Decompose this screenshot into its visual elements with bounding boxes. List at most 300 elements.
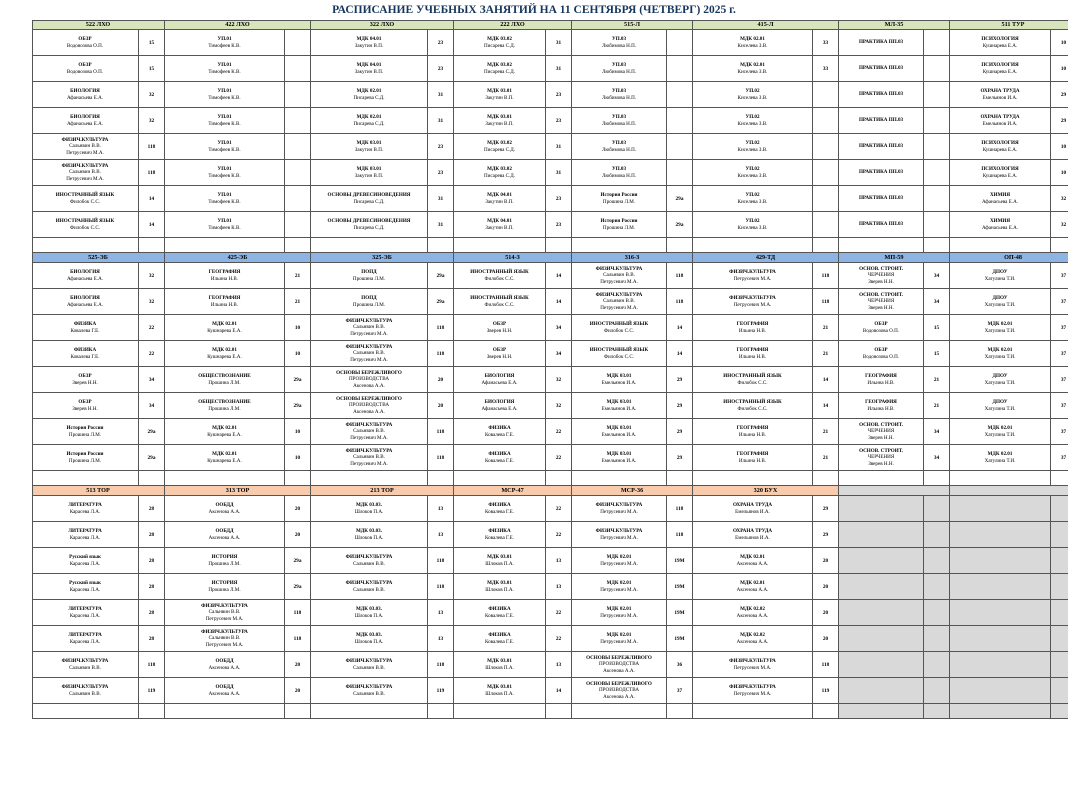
subject-name: ПРАКТИКА ПП.03: [858, 117, 904, 124]
teacher-name: Петрусевич М.А.: [350, 460, 388, 467]
lesson-cell: [165, 522, 285, 548]
lesson-cell: [311, 678, 428, 704]
teacher-name: Ковалева Г.Е.: [484, 457, 515, 464]
room-number: 14: [546, 289, 572, 315]
room-number: [285, 108, 311, 134]
lesson-cell: [32, 419, 139, 445]
lesson-cell: [32, 263, 139, 289]
blank-cell: [950, 471, 1051, 486]
room-number: 34: [546, 315, 572, 341]
lesson-cell: [950, 419, 1051, 445]
room-number: 29а: [428, 263, 454, 289]
teacher-name: Писарева С.Д.: [353, 94, 385, 101]
teacher-name: Ковалева Г.Е.: [484, 638, 515, 645]
room-number: 29а: [139, 445, 165, 471]
subject-name: УП.01: [217, 36, 232, 43]
subject-name: Русский язык: [69, 580, 101, 587]
blank-room-cell: [285, 238, 311, 253]
empty-cell: [839, 652, 924, 678]
blank-room-cell: [1051, 471, 1068, 486]
subject-name: ГЕОГРАФИЯ: [736, 321, 769, 328]
subject-name: ОСНОВЫ БЕРЕЖЛИВОГО: [586, 654, 652, 661]
teacher-name: Прошина Л.М.: [68, 431, 102, 438]
room-number: 21: [285, 289, 311, 315]
group-header: 320 БУХ: [693, 486, 839, 496]
lesson-cell: [165, 445, 285, 471]
subject-name: ФИЗИЧ.КУЛЬТУРА: [345, 658, 393, 665]
room-number: 14: [139, 186, 165, 212]
blank-room-cell: [667, 238, 693, 253]
subject-name: УП.03: [611, 62, 627, 69]
room-number: 21: [813, 419, 839, 445]
teacher-name: Кушнарева Е.А.: [207, 431, 242, 438]
empty-cell: [950, 678, 1051, 704]
lesson-cell: [165, 186, 285, 212]
subject-name: УП.03: [611, 88, 627, 95]
subject-name: ФИЗИЧ.КУЛЬТУРА: [61, 136, 109, 143]
teacher-name: Прошина Л.М.: [602, 224, 636, 231]
subject-name: МДК 03.01: [606, 451, 632, 458]
teacher-name: Кушнарева Е.А.: [982, 172, 1018, 179]
blank-room-cell: [813, 238, 839, 253]
blank-room-cell: [1051, 704, 1068, 719]
lesson-cell: [311, 393, 428, 419]
subject-name: МДК 03.01: [487, 114, 512, 121]
lesson-cell: [839, 56, 924, 82]
subject-name: ФИЗИЧ.КУЛЬТУРА: [595, 291, 643, 298]
blank-cell: [32, 238, 139, 253]
group-header: 213 ТОР: [311, 486, 454, 496]
subject-name: История России: [66, 425, 104, 432]
blank-room-cell: [428, 471, 454, 486]
teacher-name: Петрусевич М.А.: [733, 690, 772, 697]
teacher-name: Карасева Л.А.: [69, 638, 101, 645]
teacher-name: Аксенова А.А.: [603, 667, 635, 674]
room-number: 31: [428, 82, 454, 108]
group-header: 415-Л: [693, 20, 839, 30]
room-number: 34: [924, 263, 950, 289]
lesson-cell: [454, 678, 546, 704]
room-number: 118: [667, 289, 693, 315]
room-number: 32: [139, 263, 165, 289]
lesson-cell: [32, 445, 139, 471]
teacher-name: Ильина Н.В.: [210, 275, 239, 282]
subject-name: ФИЗИКА: [488, 606, 511, 613]
lesson-cell: [311, 212, 428, 238]
room-number: [667, 160, 693, 186]
room-number: 29а: [667, 186, 693, 212]
room-number: 23: [428, 160, 454, 186]
teacher-name: Петрусевич М.А.: [205, 641, 244, 648]
subject-name: ФИЗИЧ.КУЛЬТУРА: [61, 658, 109, 665]
teacher-name: Аксенова А.А.: [736, 638, 769, 645]
teacher-name: Хатулина Т.И.: [984, 379, 1016, 386]
room-number: 37: [1051, 445, 1068, 471]
subject-name: ПСИХОЛОГИЯ: [981, 62, 1019, 69]
subject-name: ИНОСТРАННЫЙ ЯЗЫК: [55, 192, 115, 199]
page-title: РАСПИСАНИЕ УЧЕБНЫХ ЗАНЯТИЙ НА 11 СЕНТЯБРЯ (ЧЕТВЕРГ) 2025 г.: [332, 4, 736, 16]
blank-cell: [454, 704, 546, 719]
lesson-cell: [311, 574, 428, 600]
lesson-cell: [693, 82, 813, 108]
lesson-cell: [311, 289, 428, 315]
subject-name: ИСТОРИЯ: [211, 554, 238, 561]
subject-name: МДК 04.01: [487, 192, 512, 199]
lesson-cell: [32, 289, 139, 315]
subject-name: ОХРАНА ТРУДА: [980, 114, 1020, 121]
lesson-cell: [32, 574, 139, 600]
lesson-cell: [311, 134, 428, 160]
lesson-cell: [32, 367, 139, 393]
teacher-name: Петрусевич М.А.: [350, 330, 388, 337]
room-number: 23: [428, 30, 454, 56]
lesson-cell: [950, 212, 1051, 238]
subject-name: ПОПД: [361, 295, 377, 302]
teacher-name: Любимова Н.П.: [601, 94, 637, 101]
room-number: 32: [1051, 212, 1068, 238]
subject-name: ФИЗИЧ.КУЛЬТУРА: [61, 162, 109, 169]
teacher-name: Афанасьева Е.А.: [981, 224, 1019, 231]
room-number: 31: [546, 56, 572, 82]
room-number: 34: [546, 341, 572, 367]
room-number: 20: [813, 574, 839, 600]
teacher-name: Сальнвин В.В.: [603, 298, 635, 305]
teacher-name: Прошина Л.М.: [352, 275, 386, 282]
lesson-cell: [950, 315, 1051, 341]
teacher-name: Писарева С.Д.: [483, 42, 516, 49]
room-number: 20: [813, 548, 839, 574]
teacher-name: ЧЕРЧЕНИЯ: [867, 428, 895, 435]
lesson-cell: [693, 678, 813, 704]
room-number: 36: [667, 652, 693, 678]
subject-name: МДК 03.01: [356, 166, 382, 173]
room-number: 23: [546, 108, 572, 134]
subject-name: ДПОУ: [992, 295, 1008, 302]
lesson-cell: [839, 82, 924, 108]
room-number: 19М: [667, 548, 693, 574]
teacher-name: Петрусевич М.А.: [733, 664, 772, 671]
teacher-name: Афанасьева Е.А.: [66, 301, 104, 308]
blank-cell: [165, 704, 285, 719]
teacher-name: Зверев Н.Н.: [868, 460, 894, 467]
room-number: 37: [1051, 289, 1068, 315]
room-number: [813, 108, 839, 134]
room-number: 21: [924, 367, 950, 393]
subject-name: МДК 02.01: [987, 347, 1013, 354]
blank-room-cell: [139, 471, 165, 486]
lesson-cell: [693, 263, 813, 289]
lesson-cell: [950, 30, 1051, 56]
lesson-cell: [165, 315, 285, 341]
room-number: 29: [813, 522, 839, 548]
teacher-name: Прошина Л.М.: [68, 457, 102, 464]
lesson-cell: [165, 56, 285, 82]
room-number: 23: [428, 134, 454, 160]
subject-name: УП.02: [745, 218, 760, 225]
teacher-name: Зверев Н.Н.: [486, 327, 513, 334]
room-number: 32: [546, 367, 572, 393]
room-number: 20: [813, 626, 839, 652]
subject-name: ФИЗИЧ.КУЛЬТУРА: [595, 265, 643, 272]
lesson-cell: [839, 341, 924, 367]
lesson-cell: [311, 82, 428, 108]
subject-name: ОБЗР: [874, 347, 888, 354]
teacher-name: Сальнвин В.В.: [353, 664, 385, 671]
empty-room-cell: [1051, 548, 1068, 574]
lesson-cell: [454, 367, 546, 393]
teacher-name: Тимофеев К.В.: [208, 146, 241, 153]
room-number: 29а: [285, 393, 311, 419]
lesson-cell: [693, 548, 813, 574]
subject-name: ОХРАНА ТРУДА: [980, 88, 1020, 95]
teacher-name: Сальнвин В.В.: [69, 169, 101, 176]
room-number: 10: [1051, 30, 1068, 56]
teacher-name: Шлоков П.А.: [354, 638, 384, 645]
lesson-cell: [165, 341, 285, 367]
lesson-cell: [165, 212, 285, 238]
teacher-name: Петрусевич М.А.: [600, 534, 638, 541]
teacher-name: Петрусевич М.А.: [600, 612, 638, 619]
blank-room-cell: [139, 238, 165, 253]
subject-name: ДПОУ: [992, 399, 1008, 406]
empty-cell: [839, 496, 924, 522]
room-number: 29: [667, 393, 693, 419]
lesson-cell: [311, 626, 428, 652]
subject-name: УП.01: [217, 192, 232, 199]
group-header: [839, 486, 950, 496]
lesson-cell: [165, 108, 285, 134]
teacher-name: Петрусевич М.А.: [600, 586, 638, 593]
lesson-cell: [311, 56, 428, 82]
subject-name: УП.03: [611, 114, 627, 121]
subject-name: ОБЗР: [874, 321, 888, 328]
room-number: 37: [1051, 393, 1068, 419]
teacher-name: Любимова Н.П.: [601, 146, 637, 153]
group-header: 322 ЛХО: [311, 20, 454, 30]
teacher-name: Водовозова О.П.: [862, 353, 900, 360]
room-number: 118: [139, 160, 165, 186]
room-number: 13: [546, 574, 572, 600]
lesson-cell: [693, 160, 813, 186]
empty-cell: [950, 600, 1051, 626]
subject-name: МДК 02.01: [606, 554, 632, 561]
room-number: 23: [428, 56, 454, 82]
room-number: 10: [1051, 56, 1068, 82]
subject-name: ФИЗИЧ.КУЛЬТУРА: [345, 447, 393, 454]
subject-name: ПРАКТИКА ПП.03: [858, 195, 904, 202]
room-number: 29: [813, 496, 839, 522]
group-header: 429-ТД: [693, 253, 839, 263]
teacher-name: Аксенова А.А.: [603, 693, 635, 700]
subject-name: ФИЗИЧ.КУЛЬТУРА: [201, 628, 248, 635]
group-header: ОП-48: [950, 253, 1068, 263]
blank-cell: [32, 704, 139, 719]
empty-room-cell: [924, 548, 950, 574]
blank-cell: [572, 471, 667, 486]
teacher-name: Емельянов И.А.: [735, 508, 770, 515]
subject-name: ОСНОВЫ БЕРЕЖЛИВОГО: [336, 369, 402, 376]
teacher-name: Любимова Н.П.: [601, 68, 637, 75]
teacher-name: Карасева Л.А.: [69, 612, 101, 619]
subject-name: УП.03: [611, 140, 627, 147]
room-number: 32: [139, 82, 165, 108]
empty-cell: [950, 574, 1051, 600]
empty-room-cell: [924, 522, 950, 548]
subject-name: ГЕОГРАФИЯ: [865, 373, 897, 380]
subject-name: МДК 03.02: [487, 166, 512, 173]
teacher-name: Зверев Н.Н.: [868, 304, 894, 311]
subject-name: ФИЗИКА: [488, 528, 511, 535]
subject-name: МДК 04.01: [487, 218, 512, 225]
room-number: 118: [667, 263, 693, 289]
teacher-name: Афанасьева Е.А.: [66, 94, 104, 101]
teacher-name: Сальнвин В.В.: [603, 272, 635, 279]
room-number: 19М: [667, 626, 693, 652]
room-number: 29: [1051, 82, 1068, 108]
blank-room-cell: [546, 471, 572, 486]
room-number: 28: [139, 626, 165, 652]
room-number: [667, 82, 693, 108]
blank-cell: [32, 471, 139, 486]
blank-room-cell: [667, 704, 693, 719]
lesson-cell: [839, 289, 924, 315]
blank-cell: [165, 238, 285, 253]
subject-name: ПРАКТИКА ПП.03: [858, 169, 904, 176]
room-number: 34: [924, 419, 950, 445]
lesson-cell: [165, 496, 285, 522]
room-number: [924, 108, 950, 134]
teacher-name: Прошина Л.М.: [208, 405, 241, 412]
room-number: 29: [667, 367, 693, 393]
room-number: 118: [667, 496, 693, 522]
room-number: 37: [1051, 263, 1068, 289]
subject-name: УП.02: [745, 114, 760, 121]
room-number: 10: [1051, 160, 1068, 186]
room-number: 14: [813, 367, 839, 393]
lesson-cell: [572, 652, 667, 678]
teacher-name: Петрусевич М.А.: [66, 175, 104, 182]
room-number: [285, 82, 311, 108]
teacher-name: Закутин В.П.: [485, 198, 514, 205]
subject-name: УП.01: [217, 166, 232, 173]
subject-name: ФИЗИЧ.КУЛЬТУРА: [201, 602, 248, 609]
lesson-cell: [454, 56, 546, 82]
lesson-cell: [311, 652, 428, 678]
lesson-cell: [950, 160, 1051, 186]
room-number: 31: [428, 186, 454, 212]
empty-cell: [839, 626, 924, 652]
room-number: 14: [546, 678, 572, 704]
subject-name: ХИМИЯ: [989, 192, 1011, 199]
room-number: 118: [285, 600, 311, 626]
subject-name: ФИЗИЧ.КУЛЬТУРА: [345, 343, 393, 350]
lesson-cell: [693, 652, 813, 678]
subject-name: МДК 02.01: [987, 425, 1013, 432]
lesson-cell: [572, 445, 667, 471]
teacher-name: Карасева Л.А.: [69, 586, 101, 593]
room-number: 22: [546, 496, 572, 522]
subject-name: ФИЗИЧ.КУЛЬТУРА: [729, 684, 776, 691]
subject-name: УП.01: [217, 218, 232, 225]
subject-name: ХИМИЯ: [989, 218, 1011, 225]
subject-name: МДК 02.01: [606, 580, 632, 587]
lesson-cell: [311, 30, 428, 56]
room-number: 34: [924, 445, 950, 471]
room-number: 22: [546, 419, 572, 445]
blank-room-cell: [546, 238, 572, 253]
teacher-name: Шлоков П.А.: [485, 586, 514, 593]
subject-name: БИОЛОГИЯ: [484, 373, 515, 380]
group-header: 316-З: [572, 253, 693, 263]
subject-name: МДК 02.01: [356, 88, 382, 95]
room-number: 118: [813, 289, 839, 315]
teacher-name: Хатулина Т.И.: [984, 275, 1016, 282]
lesson-cell: [572, 134, 667, 160]
teacher-name: Ильина Н.В.: [867, 379, 895, 386]
lesson-cell: [311, 108, 428, 134]
teacher-name: Сальнвин В.В.: [353, 428, 385, 435]
subject-name: УП.02: [745, 88, 760, 95]
lesson-cell: [454, 548, 546, 574]
subject-name: ОСНОВ. СТРОИТ.: [859, 421, 903, 428]
subject-name: ООБДД: [215, 528, 234, 535]
lesson-cell: [311, 600, 428, 626]
lesson-cell: [693, 56, 813, 82]
subject-name: УП.02: [745, 192, 760, 199]
room-number: 37: [1051, 419, 1068, 445]
teacher-name: Тимофеев К.В.: [208, 42, 241, 49]
teacher-name: Хатулина Т.И.: [984, 431, 1016, 438]
teacher-name: Тимофеев К.В.: [208, 68, 241, 75]
teacher-name: Сальнвин В.В.: [353, 560, 385, 567]
room-number: 34: [139, 367, 165, 393]
teacher-name: Филобок С.С.: [603, 353, 635, 360]
room-number: 10: [1051, 134, 1068, 160]
teacher-name: Ковалева Г.Е.: [484, 508, 515, 515]
subject-name: ПСИХОЛОГИЯ: [981, 36, 1019, 43]
group-header: 511 ТУР: [950, 20, 1068, 30]
subject-name: ИНОСТРАННЫЙ ЯЗЫК: [470, 295, 529, 302]
lesson-cell: [454, 315, 546, 341]
teacher-name: Прошина Л.М.: [602, 198, 636, 205]
room-number: 15: [924, 341, 950, 367]
teacher-name: Петрусевич М.А.: [600, 508, 638, 515]
subject-name: ОСНОВЫ БЕРЕЖЛИВОГО: [586, 680, 652, 687]
lesson-cell: [454, 212, 546, 238]
subject-name: ГЕОГРАФИЯ: [865, 399, 897, 406]
room-number: 13: [428, 626, 454, 652]
lesson-cell: [311, 160, 428, 186]
room-number: 37: [1051, 315, 1068, 341]
subject-name: ЛИТЕРАТУРА: [68, 528, 102, 535]
subject-name: ОСНОВ. СТРОИТ.: [859, 447, 903, 454]
subject-name: УП.03: [611, 166, 627, 173]
room-number: 34: [139, 393, 165, 419]
room-number: 118: [813, 263, 839, 289]
subject-name: УП.01: [217, 88, 232, 95]
room-number: [285, 30, 311, 56]
blank-cell: [693, 704, 813, 719]
teacher-name: Ковалева Г.Е.: [484, 431, 515, 438]
teacher-name: Сальнвин В.В.: [208, 609, 241, 616]
subject-name: ФИЗИКА: [488, 425, 511, 432]
subject-name: ОХРАНА ТРУДА: [732, 502, 773, 509]
room-number: 118: [285, 626, 311, 652]
lesson-cell: [693, 393, 813, 419]
room-number: 118: [428, 341, 454, 367]
room-number: [667, 108, 693, 134]
lesson-cell: [950, 186, 1051, 212]
